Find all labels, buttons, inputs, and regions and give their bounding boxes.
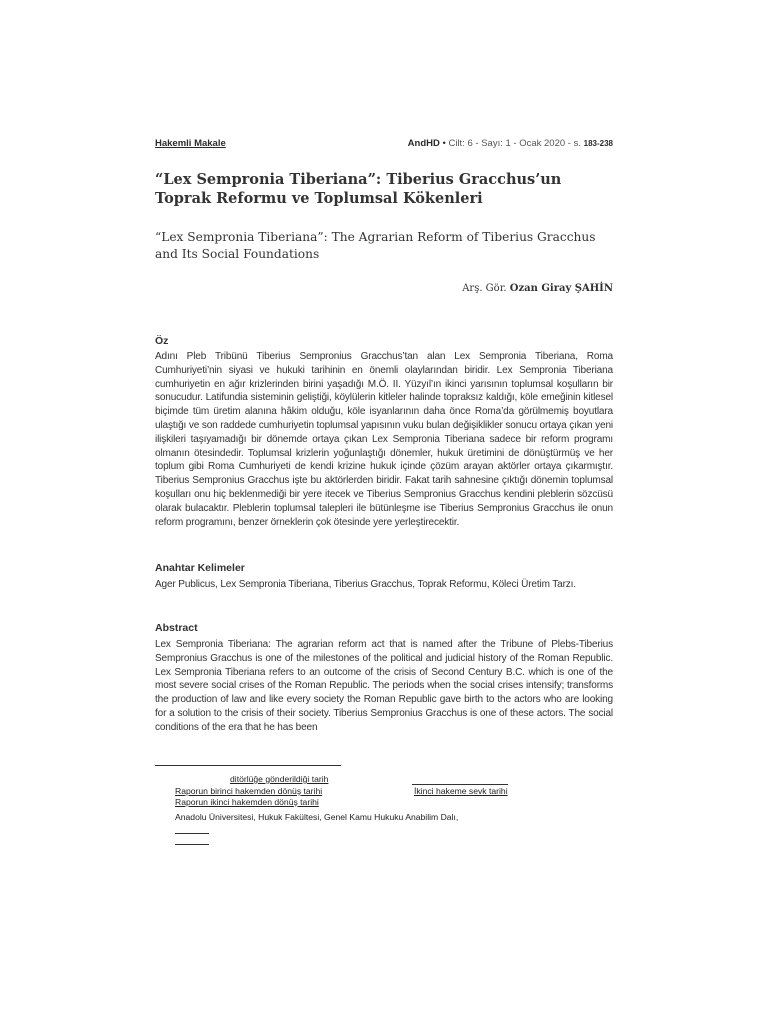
abstract-paragraph: Lex Sempronia Tiberiana: The agrarian reform act that is named after the Tribune of Plebs-Tiberius Sempronius Gracchus is one of the milestones of the political and judicial history of the Roman Republic. Lex Sempronia Tiberiana refers to an outcome of the crisis of Second Century B.C. which is one of the most severe social crises of the Roman Republic. The periods when the social crises intensify; transforms the production of law and like every society the Roman Republic gave birth to the actors who are looking for a solution to the crisis of their society. Tiberius Sempronius Gracchus is one of these actors. The social conditions of the era that he has been	[155, 639, 613, 733]
oz-heading: Öz	[155, 335, 169, 347]
author-title: Arş. Gör.	[462, 283, 507, 294]
journal-name: AndHD	[407, 138, 440, 149]
footnote-blank-line	[175, 844, 209, 845]
journal-citation	[408, 138, 613, 149]
footnote-separator	[155, 765, 341, 766]
footnote-second-referee-sent: İkinci hakeme sevk tarihi	[414, 786, 508, 796]
oz-paragraph: Adını Pleb Tribünü Tiberius Sempronius Gracchus’tan alan Lex Sempronia Tiberiana, Roma Cumhuriyeti’nin siyasi ve hukuki tarihinin en önemli olaylarından biridir. Lex Sempronia Tiberiana cumhuriyetin en ağır krizlerinden birini yaşadığı M.Ö. II. Yüzyıl’ın ikinci yarısının toplumsal koşulların bir sonucudur. Latifundia sisteminin geliştiği, köylülerin kitleler halinde topraksız kaldığı, köle emeğinin kitlesel biçimde tüm üretim alanına hâkim olduğu, köle isyanlarının daha önce Roma’da görülmemiş boyutlara ulaştığı ve son raddede cumhuriyetin toplumsal yapısının vuku bulan değişiklikler sonucu ortaya çıkan yeni ilişkileri taşıyamadığı bir dönemde ortaya çıkan Lex Sempronia Tiberiana sadece bir reform programı olmanın ötesindedir. Toplumsal krizlerin yoğunlaştığı dönemler, hukuk üretimini de dönüştürmüş ve her toplum gibi Roma Cumhuriyeti de kendi krizine hukuk içinde çözüm arayan aktörler ortaya çıkarmıştır. Tiberius Sempronius Gracchus işte bu aktörlerden biridir. Fakat tarih sahnesine çıktığı dönemin toplumsal koşulları onu hiç beklenmediği bir yere itecek ve Tiberius Sempronius Gracchus kendini pleblerin sözcüsü olarak bulacaktır. Pleblerin toplumsal talepleri ile bütünleşme ise Tiberius Sempronius Gracchus ile onun reform programını, benzer örneklerin çok ötesinde yere yerleştirecektir.	[155, 351, 613, 528]
footnote-blank-line	[175, 833, 209, 834]
keywords-heading: Anahtar Kelimeler	[155, 562, 245, 574]
footnote-submission-date: ditörlüğe gönderildiği tarih	[230, 774, 329, 784]
footnote-second-referee-return: Raporun ikinci hakemden dönüş tarihi	[175, 797, 319, 807]
footnote-affiliation: Anadolu Üniversitesi, Hukuk Fakültesi, Genel Kamu Hukuku Anabilim Dalı,	[175, 812, 459, 822]
article-subtitle-english: “Lex Sempronia Tiberiana”: The Agrarian Reform of Tiberius Gracchus and Its Social Foundations	[155, 230, 596, 261]
abstract-heading: Abstract	[155, 622, 198, 634]
author-line	[462, 283, 613, 294]
article-title: “Lex Sempronia Tiberiana”: Tiberius Gracchus’un Toprak Reformu ve Toplumsal Kökenleri	[155, 171, 562, 207]
author-name: Ozan Giray ŞAHİN	[509, 283, 613, 294]
article-type-label: Hakemli Makale	[155, 138, 226, 149]
page-range: 183-238	[583, 139, 613, 148]
bullet: •	[442, 138, 446, 149]
footnote-first-referee-return: Raporun birinci hakemden dönüş tarihi	[175, 786, 323, 796]
issue-info: Cilt: 6 - Sayı: 1 - Ocak 2020 - s.	[448, 138, 581, 149]
keywords-paragraph: Ager Publicus, Lex Sempronia Tiberiana, Tiberius Gracchus, Toprak Reformu, Köleci Üretim Tarzı.	[155, 579, 576, 590]
